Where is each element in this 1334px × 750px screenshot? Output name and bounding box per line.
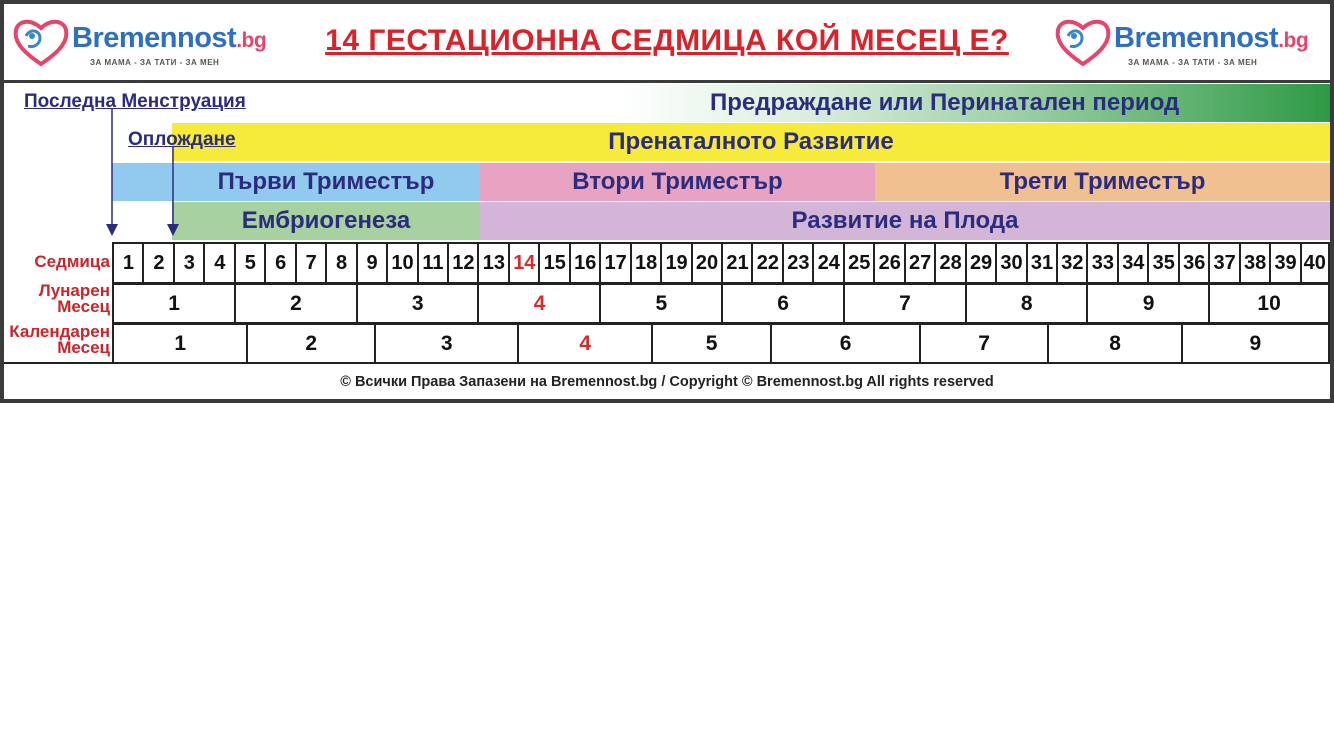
week-cell: 25 <box>843 242 874 284</box>
lunar-month-cell: 6 <box>721 283 843 324</box>
week-cell: 10 <box>386 242 417 284</box>
logo-left-name: Bremennost.bg <box>72 22 267 54</box>
heart-logo-icon <box>1052 14 1114 70</box>
lunar-month-cell: 9 <box>1086 283 1208 324</box>
week-cell: 21 <box>721 242 752 284</box>
week-cell: 6 <box>264 242 295 284</box>
week-cell: 40 <box>1300 242 1330 284</box>
lunar-row-label-line2: Месец <box>57 297 110 316</box>
week-cell: 26 <box>873 242 904 284</box>
calendar-month-cell: 5 <box>651 323 770 364</box>
lunar-month-cell: 10 <box>1208 283 1330 324</box>
logo-right <box>1052 12 1322 72</box>
week-cell: 22 <box>751 242 782 284</box>
third-trimester-band <box>875 163 1330 201</box>
week-cell: 36 <box>1178 242 1209 284</box>
week-cell: 24 <box>812 242 843 284</box>
week-cell: 20 <box>691 242 722 284</box>
fetal-development-label: Развитие на Плода <box>791 207 1019 234</box>
week-cell: 15 <box>538 242 569 284</box>
lunar-month-cell: 4 <box>477 283 599 324</box>
second-trimester-label: Втори Триместър <box>572 168 783 195</box>
week-cell: 27 <box>904 242 935 284</box>
embryogenesis-label: Ембриогенеза <box>241 207 411 234</box>
week-cell: 8 <box>325 242 356 284</box>
fetal-development-band <box>480 202 1330 240</box>
lunar-month-cell: 8 <box>965 283 1087 324</box>
week-cell: 3 <box>173 242 204 284</box>
footer-copyright: © Всички Права Запазени на Bremennost.bg / Copyright © Bremennost.bg All rights reserved <box>340 374 994 390</box>
embryogenesis-band <box>172 202 480 240</box>
week-cell: 13 <box>477 242 508 284</box>
week-cell: 28 <box>934 242 965 284</box>
second-trimester-band <box>480 163 875 201</box>
week-cell: 39 <box>1269 242 1300 284</box>
fertilization-label: Оплождане <box>128 129 236 150</box>
lunar-row-label <box>4 283 110 315</box>
lunar-month-cell: 1 <box>112 283 234 324</box>
lunar-month-cell: 2 <box>234 283 356 324</box>
calendar-month-cell: 7 <box>919 323 1047 364</box>
logo-right-name: Bremennost.bg <box>1114 22 1309 54</box>
menstruation-arrow-icon <box>106 224 118 236</box>
week-cell: 14 <box>508 242 539 284</box>
lunar-month-cell: 7 <box>843 283 965 324</box>
lunar-row-label-line1: Лунарен <box>38 281 110 300</box>
week-cell: 7 <box>295 242 326 284</box>
week-cell: 35 <box>1147 242 1178 284</box>
week-cell: 4 <box>203 242 234 284</box>
week-cell: 12 <box>447 242 478 284</box>
page-title: 14 ГЕСТАЦИОННА СЕДМИЦА КОЙ МЕСЕЦ Е? <box>325 24 1009 57</box>
lunar-month-cell: 3 <box>356 283 478 324</box>
prenatal-band <box>172 123 1330 161</box>
week-cell: 2 <box>142 242 173 284</box>
calendar-month-cell: 1 <box>112 323 246 364</box>
week-cell: 38 <box>1239 242 1270 284</box>
logo-right-tagline: ЗА МАМА - ЗА ТАТИ - ЗА МЕН <box>1128 58 1258 67</box>
week-cell: 37 <box>1208 242 1239 284</box>
week-cell: 9 <box>356 242 387 284</box>
week-cell: 11 <box>417 242 448 284</box>
week-row-label: Седмица <box>34 252 110 271</box>
week-cell: 29 <box>965 242 996 284</box>
week-cell: 16 <box>569 242 600 284</box>
arrows <box>100 108 190 240</box>
calendar-row-label <box>4 324 110 356</box>
week-cell: 1 <box>112 242 143 284</box>
third-trimester-label: Трети Триместър <box>999 168 1206 195</box>
calendar-month-cell: 2 <box>246 323 374 364</box>
calendar-month-cell: 6 <box>770 323 920 364</box>
week-cell: 32 <box>1056 242 1087 284</box>
week-cell: 30 <box>995 242 1026 284</box>
week-cell: 23 <box>782 242 813 284</box>
calendar-row-label-line2: Месец <box>57 338 110 357</box>
calendar-month-cell: 4 <box>517 323 651 364</box>
calendar-row-label-line1: Календарен <box>9 322 110 341</box>
calendar-month-cell: 8 <box>1047 323 1181 364</box>
week-cell: 19 <box>660 242 691 284</box>
calendar-month-cell: 9 <box>1181 323 1330 364</box>
perinatal-band <box>620 84 1330 122</box>
logo-left-tagline: ЗА МАМА - ЗА ТАТИ - ЗА МЕН <box>90 58 220 67</box>
first-trimester-label: Първи Триместър <box>217 168 435 195</box>
footer-divider <box>4 362 1330 364</box>
prenatal-label: Пренаталното Развитие <box>608 128 894 155</box>
calendar-month-cell: 3 <box>374 323 518 364</box>
week-cell: 17 <box>599 242 630 284</box>
last-menstruation-label: Последна Менструация <box>24 91 246 112</box>
week-cell: 33 <box>1086 242 1117 284</box>
perinatal-label: Предраждане или Перинатален период <box>710 89 1180 116</box>
week-cell: 18 <box>630 242 661 284</box>
lunar-month-cell: 5 <box>599 283 721 324</box>
week-cell: 34 <box>1117 242 1148 284</box>
week-cell: 31 <box>1026 242 1057 284</box>
fertilization-arrow-icon <box>167 224 179 236</box>
week-cell: 5 <box>234 242 265 284</box>
